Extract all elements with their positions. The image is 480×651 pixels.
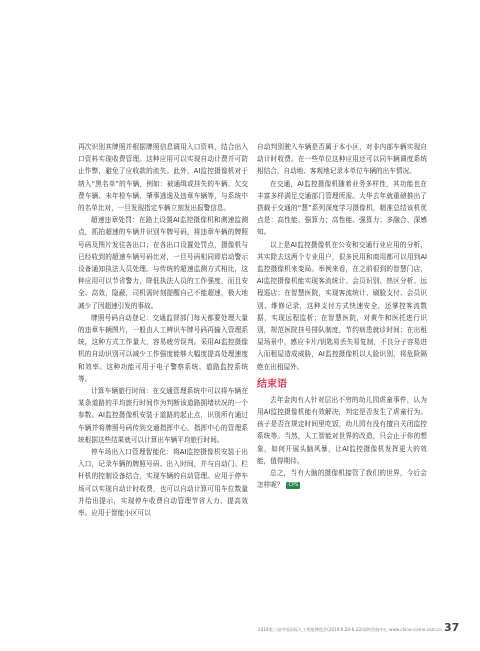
paragraph: 超速违章处罚：在路上设置AI监控摄像机和测速监测点，抓拍超速的车辆并识别车牌号码，将违章车辆的牌照号码及图片发往各出口；在各出口设置处罚点，摄像机与已经收到的超速车辆号码比对，一旦号码相同即启动警示设备通知执法人员处理。与传统的超速监测方式相比，这种应用可以节省警力，降低执法人员的工作强度，而且安全、高效，隐蔽，司机需时刻提醒自己不能超速，极大地减少了因超速引发的事故。 [78,216,248,310]
left-column [78,141,248,519]
page-footer: 2019第三届中国国际人工智能博览会(2019.6.20-6.23)深圳会展中心 www.china-cisme.com.cn [257,627,442,632]
page-number: 37 [444,621,460,634]
section-heading: 结束语 [257,378,288,390]
end-mark-badge: CPS [288,481,299,488]
paragraph: 牌照号码自动登记：交通监督部门每天都要处理大量的违章车辆图片，一般由人工辨识车牌号码再输入管理系统，这种方式工作量大，容易疲劳误判。采用AI监控摄像机的自动识别可以减少工作强度能够大幅度提高处理速度和效率。这种功能可用于电子警察系统、道路监控系统等。 [78,313,248,383]
paragraph: 以上是AI监控摄像机在公安和交通行业应用的分析，其实除去这两个专业用户，很多民用和商用都可以用到AI监控摄像机来变局。举例来看，在之前很到的智慧门店，AI监控摄像机能实现客流统计、会员识别、热区分析、远程巡店；在智慧医院，实现客流统计、刷脸支付、会员识别、维修记录，这种支付方式快速安全，还掌控客流数据，实现远程监析；在智慧医院，对黄牛和医托进行识别，规范医院挂号排队制度，节约病患就诊时间；在出租屋场景中，感应卡片/钥匙易丢失易复制，不良分子容易进入而租屋造成威胁，AI监控摄像机以人脸识别，将危险隔绝在出租屋外。 [257,240,427,371]
right-column [257,141,427,491]
paragraph-text: 总之，当有大脑的摄像机接管了我们的世界，今后会怎样呢？ [257,469,427,490]
paragraph: 在交通，AI监控摄像机随着业务多样性，其功能也在丰富多样满足交通部门管理所需。大华去年就重磅推出了搭载于交通的“慧”系列深度学习摄像机，精准总结该机优点是：高性能、强算力；高性能、强算力；多融合、深感知。 [257,179,427,237]
paragraph: 停车场出入口管理智能化：将AI监控摄像机安装于出入口，记录车辆的牌照号码、出入时间，并与自动门、栏杆机的控制设备结合，实现车辆的自动管理。应用于停车场可以实现自动计时收费，也可以自动计算可用车位数量并给出提示，实现停车收费自动管理节省人力、提高效率。应用于智能小区可以 [78,448,248,518]
paragraph: 计算车辆旅行时间：在交通管理系统中可以将车辆在某条道路的平均旅行时间作为判断该道路拥堵状况的一个参数。AI监控摄像机安装于道路的起止点，识别所有通过车辆并将牌照号码传到交通指挥中心，指挥中心的管理系统根据这些结果就可以计算出车辆平均旅行时间。 [78,387,248,444]
paragraph: 去年金肉有人针对层出不穷的幼儿园虐童事件，认为用AI监控摄像机能有效解决，判定是否发生了虐童行为。孩子是否在规定时间里吃饭，幼儿园有没有擅自关闭监控系统等。当然，人工智能对世界的改造，只会止于你的想象，如何开展头脑风暴，让AI监控摄像机发挥更大的效能，值得期待。 [257,395,427,465]
paragraph-final [257,467,427,491]
paragraph: 再次识别其牌照并根据牌照信息调用入口资料，结合出入口资料实现收费管理。这种应用可以实现自动计费并可防止作弊，避免了应收款的流失。此外，AI监控摄像机对于纳入“黑名单”的车辆，例如：被通缉或挂失的车辆、欠交费车辆、未年检车辆、肇事逃逸及违章车辆等，与系统中的名单比对，一旦发现指定车辆立刻发出报警信息。 [78,143,248,213]
paragraph: 自动判别驶入车辆是否属于本小区，对非内部车辆实现自动计时收费。在一些单位这种应用还可以同车辆调度系统相结合，自动地、客观地记录本单位车辆的出车情况。 [257,143,427,176]
